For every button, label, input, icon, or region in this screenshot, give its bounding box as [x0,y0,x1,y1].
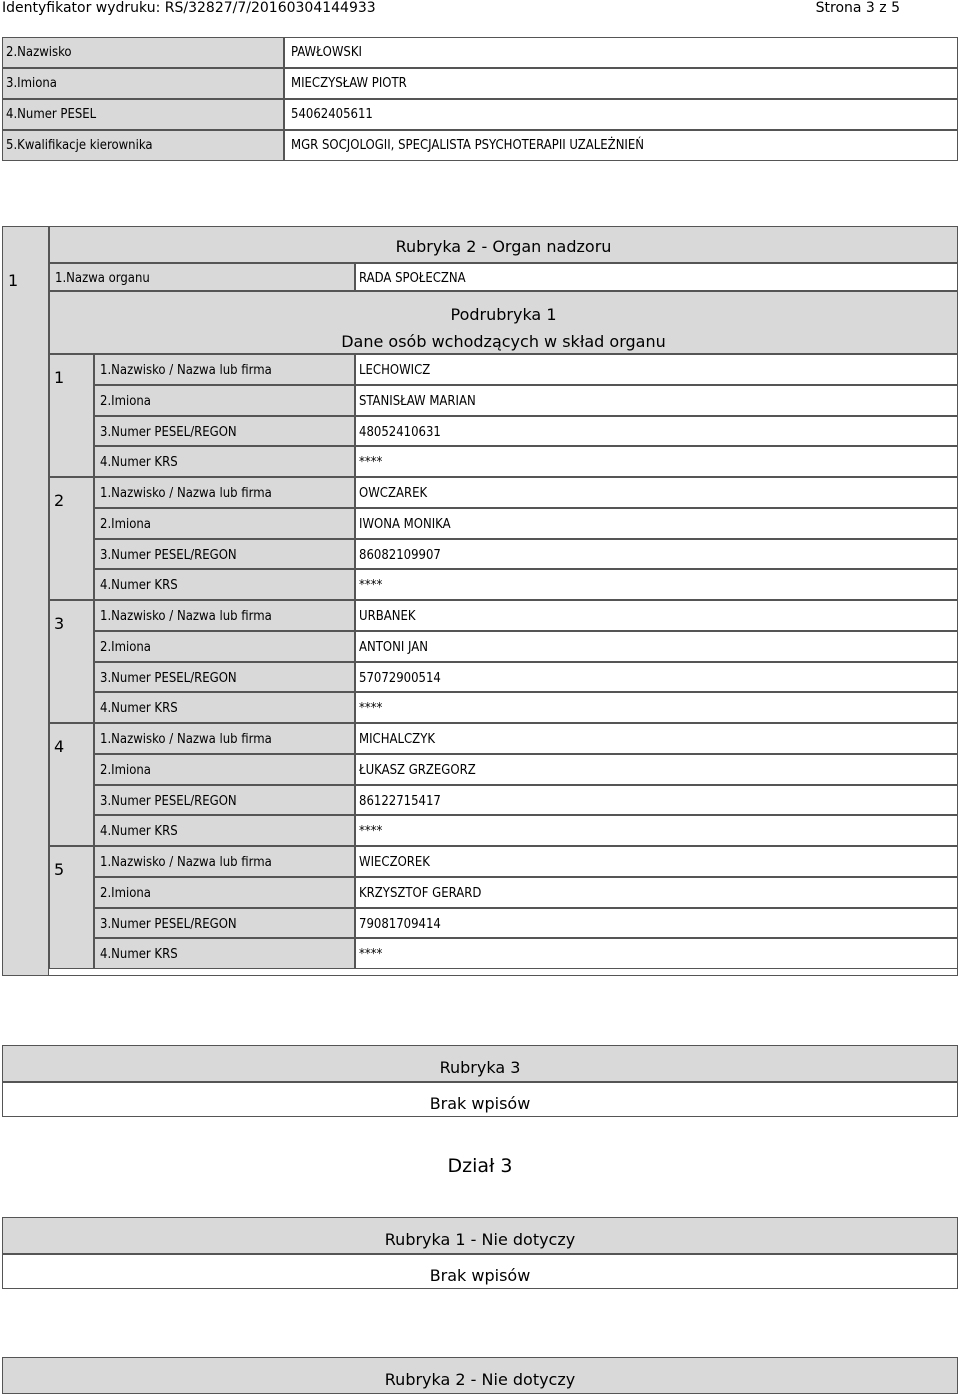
dzial3-title: Dział 3 [447,1155,513,1177]
person-field-label: 3.Numer PESEL/REGON [100,916,237,932]
person-field-label: 3.Numer PESEL/REGON [100,547,237,563]
person-field-label: 1.Nazwisko / Nazwa lub firma [100,855,272,870]
person-field-label: 2.Imiona [100,393,151,409]
person-field-label: 3.Numer PESEL/REGON [100,670,237,686]
rubryka3-title: Rubryka 3 [439,1058,521,1077]
person-field-label: 2.Imiona [100,762,151,778]
person-field-label: 4.Numer KRS [100,824,178,840]
manager-field-label: 5.Kwalifikacje kierownika [6,138,153,153]
person-field-value: OWCZAREK [359,486,428,501]
person-field-label: 1.Nazwisko / Nazwa lub firma [100,363,272,378]
person-field-value-cell [355,446,958,477]
person-field-value-cell [355,416,958,447]
person-field-value: KRZYSZTOF GERARD [359,885,482,901]
manager-field-label: 4.Numer PESEL [6,107,97,122]
person-field-value: ŁUKASZ GRZEGORZ [359,762,476,778]
rubryka2-index: 1 [8,271,19,290]
organ-label: 1.Nazwa organu [55,271,150,286]
rubryka3-content: Brak wpisów [429,1094,531,1113]
person-field-value: 48052410631 [359,424,441,440]
manager-value-cell [284,37,958,68]
person-field-value-cell [355,662,958,693]
person-field-value-cell [355,785,958,816]
person-field-value: **** [359,824,383,840]
person-field-label: 2.Imiona [100,885,151,901]
person-field-label: 2.Imiona [100,639,151,655]
person-field-value-cell [355,354,958,385]
person-field-value: 86082109907 [359,547,441,563]
person-field-value: **** [359,701,383,717]
person-field-label: 4.Numer KRS [100,701,178,717]
rubryka2-title: Rubryka 2 - Organ nadzoru [395,237,612,256]
organ-value: RADA SPOŁECZNA [359,271,466,286]
person-field-label: 2.Imiona [100,516,151,532]
person-field-value-cell [355,815,958,846]
person-field-value: STANISŁAW MARIAN [359,393,476,409]
podrubryka-subtitle: Dane osób wchodzących w skład organu [341,332,666,351]
person-index: 3 [54,614,65,633]
person-field-label: 4.Numer KRS [100,455,178,471]
person-field-value: 86122715417 [359,793,441,809]
dzial3-rubryka1-content: Brak wpisów [429,1266,531,1285]
person-field-label: 1.Nazwisko / Nazwa lub firma [100,609,272,624]
person-field-label: 4.Numer KRS [100,578,178,594]
person-index: 1 [54,368,65,387]
person-field-value: ANTONI JAN [359,639,428,655]
page-number: Strona 3 z 5 [815,0,900,16]
manager-value-cell [284,99,958,130]
person-field-value-cell [355,908,958,939]
person-field-value-cell [355,569,958,600]
person-field-value: 79081709414 [359,916,441,932]
person-field-value: MICHALCZYK [359,732,436,747]
manager-field-label: 3.Imiona [6,76,57,91]
person-field-value: WIECZOREK [359,855,430,870]
manager-field-value: PAWŁOWSKI [291,45,362,60]
person-field-label: 4.Numer KRS [100,947,178,963]
person-index: 4 [54,737,65,756]
manager-field-value: 54062405611 [291,107,373,122]
person-field-label: 1.Nazwisko / Nazwa lub firma [100,732,272,747]
person-field-label: 3.Numer PESEL/REGON [100,793,237,809]
person-field-value-cell [355,539,958,570]
person-field-value: **** [359,455,383,471]
manager-field-value: MIECZYSŁAW PIOTR [291,76,407,91]
person-field-value: 57072900514 [359,670,441,686]
person-field-value-cell [355,477,958,508]
person-field-value: LECHOWICZ [359,363,431,378]
person-field-value-cell [355,723,958,754]
rubryka2-index-column [2,226,49,976]
person-field-value-cell [355,631,958,662]
dzial3-rubryka2-title: Rubryka 2 - Nie dotyczy [384,1370,576,1389]
person-field-value: **** [359,947,383,963]
person-field-value: URBANEK [359,609,416,624]
person-field-value: IWONA MONIKA [359,516,451,532]
dzial3-rubryka1-title: Rubryka 1 - Nie dotyczy [384,1230,576,1249]
manager-field-value: MGR SOCJOLOGII, SPECJALISTA PSYCHOTERAPII UZALEŻNIEŃ [291,138,645,153]
person-field-value-cell [355,692,958,723]
person-field-value-cell [355,600,958,631]
person-field-label: 1.Nazwisko / Nazwa lub firma [100,486,272,501]
podrubryka-title: Podrubryka 1 [450,305,557,324]
person-field-value-cell [355,938,958,969]
person-field-value: **** [359,578,383,594]
person-index: 2 [54,491,65,510]
print-identifier: Identyfikator wydruku: RS/32827/7/20160304144933 [2,0,376,16]
person-field-label: 3.Numer PESEL/REGON [100,424,237,440]
person-field-value-cell [355,846,958,877]
person-index: 5 [54,860,65,879]
manager-field-label: 2.Nazwisko [6,45,72,60]
